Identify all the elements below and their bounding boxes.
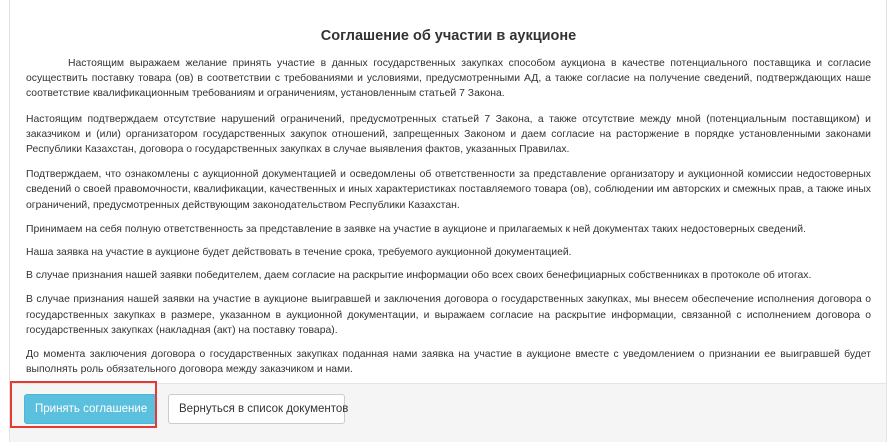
agreement-paragraph-7: В случае признания нашей заявки на участие в аукционе выигравшей и заключения договора о государственных закупках, мы внесем обеспечение исполнения договора о государственных закупках в размере, указанном в аукционной документации, и выражаем согласие на раскрытие информации, связанной с исполнением договора о государственных закупках (накладная (акт) на поставку товара). (26, 294, 871, 336)
agreement-paragraph-2: Настоящим подтверждаем отсутствие нарушений ограничений, предусмотренных статьей 7 Закона, а также отсутствие между мной (потенциальным поставщиком) и заказчиком и (или) организатором государственных закупок отношений, запрещенных Законом и даем согласие на расторжение в порядке установленными законами Республики Казахстан, договора о государственных закупках в случае выявления фактов, указанных Правилах. (26, 113, 871, 156)
page-title: Соглашение об участии в аукционе (320, 28, 577, 44)
agreement-paragraph-4: Принимаем на себя полную ответственность за представление в заявке на участие в аукционе и прилагаемых к ней документах таких недостоверных сведений. (26, 223, 806, 235)
agreement-content (10, 28, 886, 377)
footer-bar (10, 383, 886, 442)
agreement-paragraph-1: Настоящим выражаем желание принять участие в данных государственных закупках способом аукциона в качестве потенциального поставщика и согласие осуществить поставку товара (ов) в соответствии с требованиями и условиями, предусмотренными АД, а также согласие на получение сведений, подтверждающих наше соответствие квалификационным требованиям и ограничениям, установленным статьей 7 Закона. (26, 58, 871, 100)
agreement-paragraph-8: До момента заключения договора о государственных закупках поданная нами заявка на участие в аукционе вместе с уведомлением о признании ее выигравшей будет выполнять роль обязательного договора между заказчиком и нами. (26, 349, 871, 376)
agreement-paragraph-6: В случае признания нашей заявки победителем, даем согласие на раскрытие информации обо всех своих бенефициарных собственниках в протоколе об итогах. (26, 270, 812, 282)
agreement-paragraph-5: Наша заявка на участие в аукционе будет действовать в течение срока, требуемого аукционной документацией. (26, 247, 572, 259)
accept-agreement-button[interactable]: Принять соглашение (24, 394, 157, 424)
agreement-paragraph-3: Подтверждаем, что ознакомлены с аукционной документацией и осведомлены об ответственности за представление организатору и аукционной комиссии недостоверных сведений о своей правомочности, квалификации, качественных и иных характеристиках поставляемого товара (ов), соблюдении им авторских и смежных прав, а также иных ограничений, предусмотренных действующим законодательством Республики Казахстан. (26, 169, 871, 211)
back-to-documents-button[interactable]: Вернуться в список документов (168, 394, 345, 424)
agreement-panel (9, 0, 887, 442)
